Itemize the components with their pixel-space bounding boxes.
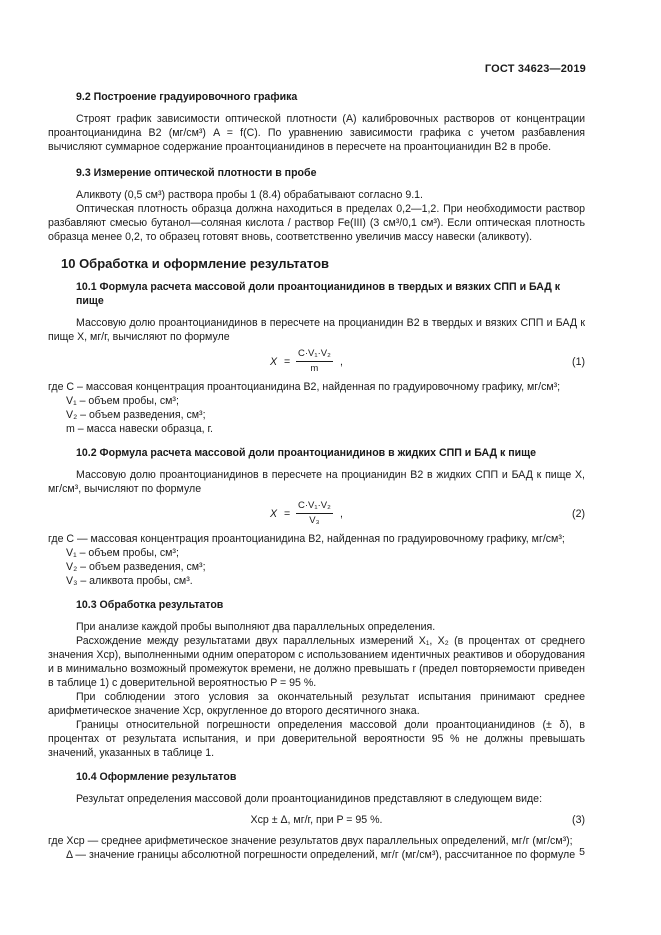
section-9-2-paragraph: Строят график зависимости оптической плотности (A) калибровочных растворов от концентрации проантоцианидина В2 (мг/см³) A = f(C). По уравнению зависимости графика с учетом разбавления вычисляют суммарное содержание проантоцианидинов в пересчете на проантоцианидин В2 в пробе. <box>48 113 585 153</box>
section-10-4-paragraph: Результат определения массовой доли проантоцианидинов представляют в следующем виде: <box>76 793 543 805</box>
page-number: 5 <box>579 846 585 858</box>
formula-1 <box>48 348 585 376</box>
formula-1-where-c: где C – массовая концентрация проантоцианидина В2, найденная по градуировочному графику, мг/см³; <box>48 381 561 393</box>
formula-2-where-v1: V₁ – объем пробы, см³; <box>66 547 179 559</box>
formula-2 <box>48 500 585 528</box>
formula-3-number: (3) <box>572 814 585 826</box>
formula-3-body: Xср ± Δ, мг/г, при P = 95 %. <box>250 814 383 826</box>
formula-3 <box>48 810 585 830</box>
section-10-3-title: 10.3 Обработка результатов <box>76 599 224 611</box>
section-10-1-paragraph: Массовую долю проантоцианидинов в пересчете на процианидин В2 в твердых и вязких СПП и БАД к пище X, мг/г, вычисляют по формуле <box>48 317 585 343</box>
formula-3-where-delta: Δ — значение границы абсолютной погрешности определений, мг/г (мг/см³), рассчитанное по формуле <box>66 849 576 861</box>
formula-2-where-c: где C — массовая концентрация проантоцианидина В2, найденная по градуировочному графику, мг/см³; <box>48 533 565 545</box>
section-9-2-title: 9.2 Построение градуировочного графика <box>76 91 298 103</box>
formula-2-numerator: C·V₁·V₂ <box>296 500 333 514</box>
section-10-1-title: 10.1 Формула расчета массовой доли проантоцианидинов в твердых и вязких СПП и БАД к пище <box>76 281 561 307</box>
formula-3-where-xcp: где Xср — среднее арифметическое значение результатов двух параллельных определений, мг/г (мг/см³); <box>48 835 573 847</box>
formula-2-lhs: X <box>270 508 278 520</box>
formula-1-where-m: m – масса навески образца, г. <box>66 423 213 435</box>
formula-1-comma: , <box>340 356 343 368</box>
section-9-3-paragraph-1: Аликвоту (0,5 см³) раствора пробы 1 (8.4) обрабатывают согласно 9.1. <box>76 189 423 201</box>
formula-2-where-v3: V₃ – аликвота пробы, см³. <box>66 575 193 587</box>
section-9-3-title: 9.3 Измерение оптической плотности в пробе <box>76 167 317 179</box>
section-10-2-title: 10.2 Формула расчета массовой доли проантоцианидинов в жидких СПП и БАД к пище <box>76 447 536 459</box>
formula-1-lhs: X <box>270 356 278 368</box>
formula-1-equals: = <box>284 356 291 368</box>
formula-1-where-v2: V₂ – объем разведения, см³; <box>66 409 206 421</box>
section-10-title: 10 Обработка и оформление результатов <box>61 256 330 271</box>
formula-2-number: (2) <box>572 508 585 520</box>
formula-1-fraction <box>296 348 333 375</box>
formula-1-where-v1: V₁ – объем пробы, см³; <box>66 395 179 407</box>
section-10-3-paragraph-1: При анализе каждой пробы выполняют два параллельных определения. <box>76 621 436 633</box>
page-content <box>48 90 585 862</box>
formula-1-number: (1) <box>572 356 585 368</box>
section-9-3-paragraph-2: Оптическая плотность образца должна находиться в пределах 0,2—1,2. При необходимости раствор разбавляют смесью бутанол—соляная кислота / раствор Fe(III) (3 см³/0,1 см³). Если оптическая плотность образца менее 0,2, то образец готовят вновь, соответственно увеличив массу навески (аликвоту). <box>48 203 585 243</box>
formula-2-fraction <box>296 500 333 527</box>
formula-1-denominator: m <box>310 363 319 374</box>
formula-2-comma: , <box>340 508 343 520</box>
document-code: ГОСТ 34623—2019 <box>484 63 586 75</box>
formula-2-denominator: V₃ <box>309 515 320 526</box>
section-10-2-paragraph: Массовую долю проантоцианидинов в пересчете на процианидин В2 в жидких СПП и БАД к пище X, мг/см³, вычисляют по формуле <box>48 469 585 495</box>
formula-2-where-v2: V₂ – объем разведения, см³; <box>66 561 206 573</box>
section-10-3-paragraph-3: При соблюдении этого условия за окончательный результат испытания принимают среднее арифметическое значение Xср, округленное до второго десятичного знака. <box>48 691 585 717</box>
section-10-4-title: 10.4 Оформление результатов <box>76 771 237 783</box>
formula-1-numerator: C·V₁·V₂ <box>296 348 333 362</box>
section-10-3-paragraph-2: Расхождение между результатами двух параллельных измерений X₁, X₂ (в процентах от среднего значения Xср), выполненными одним оператором с использованием идентичных реактивов и оборудования и в минимально возможный промежуток времени, не должно превышать r (предел повторяемости приведен в таблице 1) с доверительной вероятностью P = 95 %. <box>48 635 585 689</box>
section-10-3-paragraph-4: Границы относительной погрешности определения массовой доли проантоцианидинов (± δ), в процентах от результата испытания, и при доверительной вероятности 95 % не должны превышать значений, указанных в таблице 1. <box>48 719 585 759</box>
formula-2-equals: = <box>284 508 291 520</box>
